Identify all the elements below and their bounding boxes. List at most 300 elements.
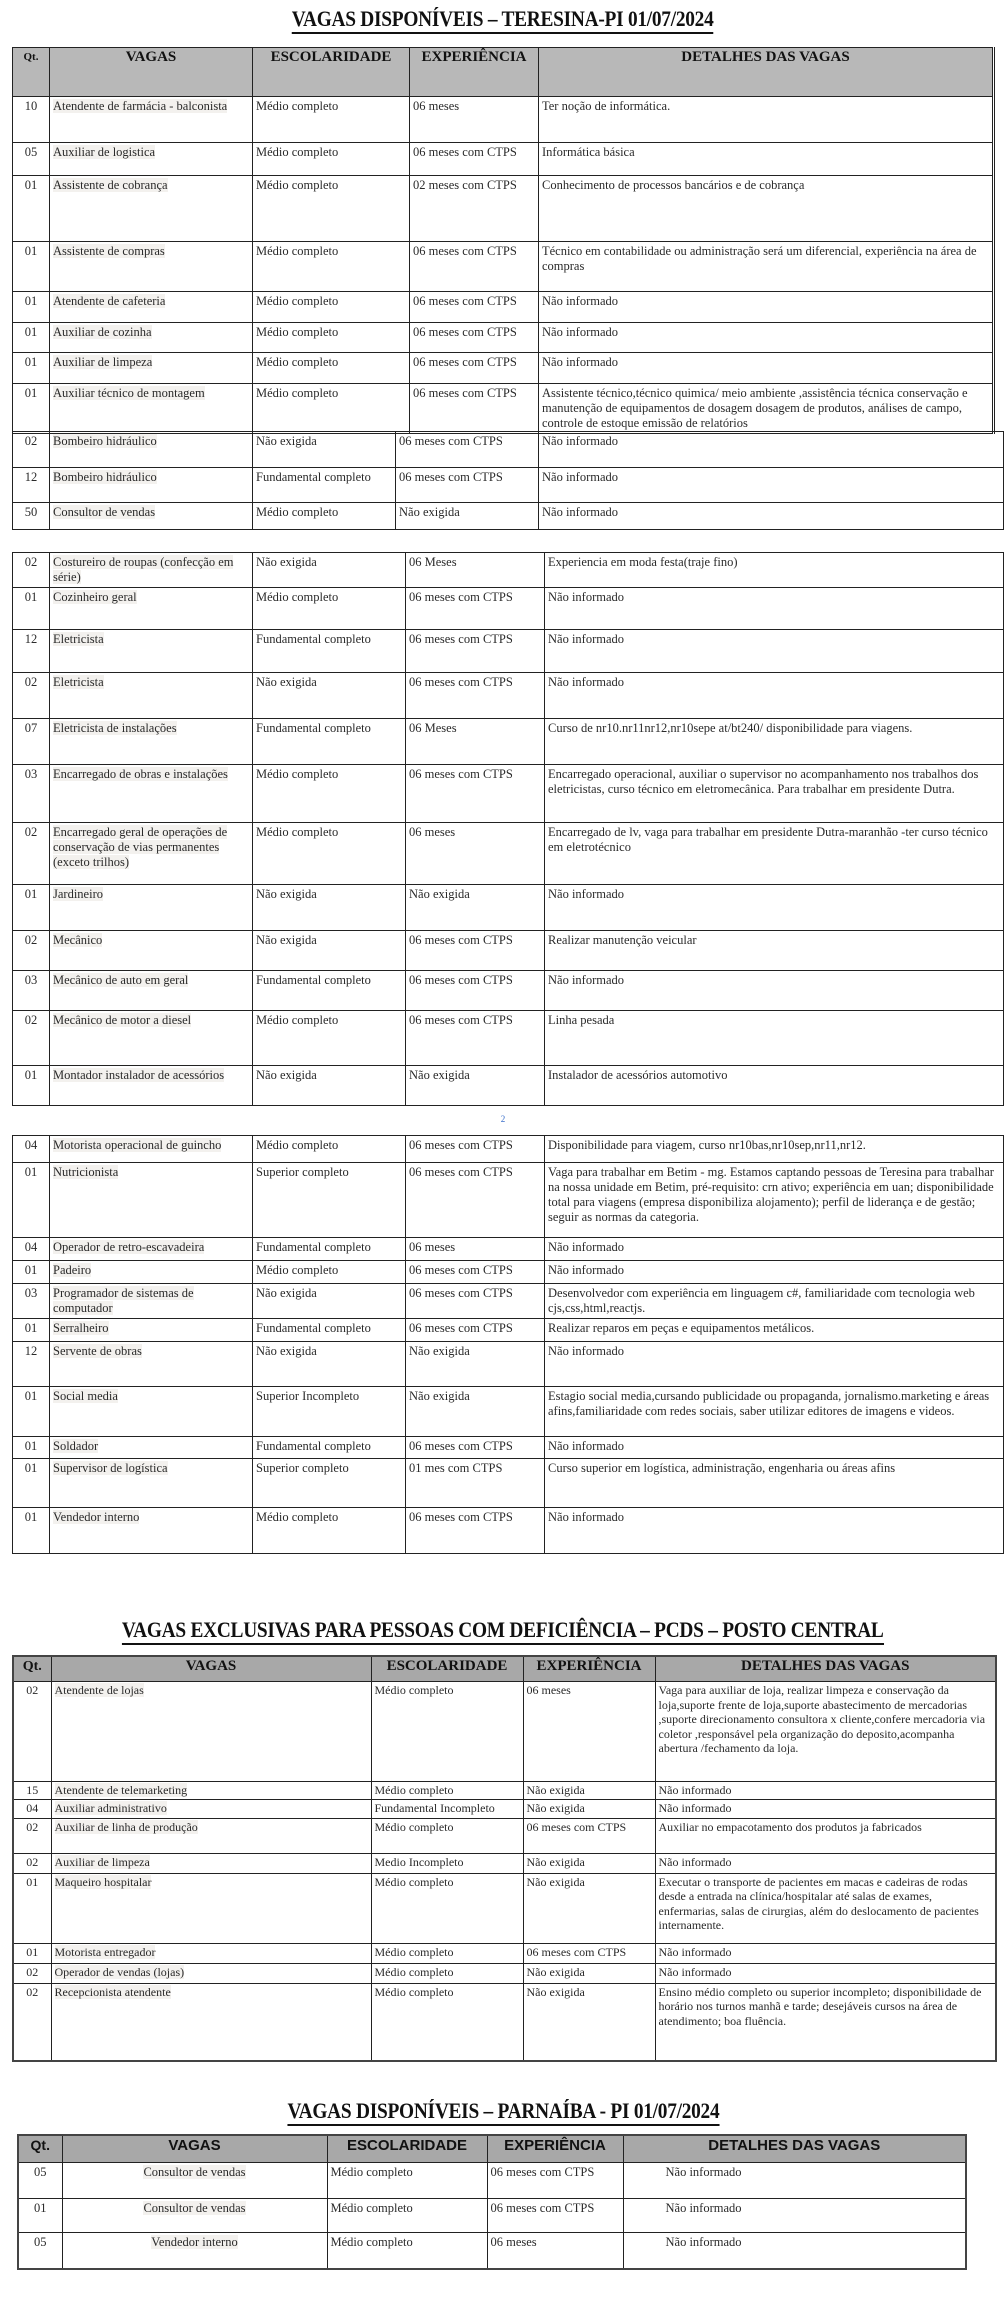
detalhes-cell: Não informado bbox=[539, 432, 1004, 468]
qt-cell: 01 bbox=[13, 1873, 51, 1943]
vaga-cell bbox=[50, 588, 253, 630]
experiencia-cell: 06 meses com CTPS bbox=[396, 432, 539, 468]
qt-cell: 01 bbox=[13, 1508, 50, 1554]
qt-cell: 01 bbox=[13, 292, 50, 323]
vaga-cell bbox=[62, 2199, 327, 2233]
vaga-title: Encarregado de obras e instalações bbox=[53, 767, 228, 781]
experiencia-cell: Não exigida bbox=[406, 1342, 545, 1387]
header-detalhes: DETALHES DAS VAGAS bbox=[623, 2135, 966, 2163]
experiencia-cell: 06 Meses bbox=[406, 719, 545, 765]
detalhes-cell: Não informado bbox=[655, 1853, 996, 1873]
table-row bbox=[13, 931, 1004, 971]
qt-cell: 01 bbox=[13, 384, 50, 434]
table-row bbox=[18, 2233, 966, 2269]
teresina-table-2 bbox=[12, 552, 1004, 1106]
qt-cell: 12 bbox=[13, 1342, 50, 1387]
qt-cell: 05 bbox=[13, 143, 50, 176]
detalhes-cell: Não informado bbox=[539, 323, 994, 353]
table-row bbox=[18, 2163, 966, 2199]
experiencia-cell: 01 mes com CTPS bbox=[406, 1459, 545, 1508]
qt-cell: 03 bbox=[13, 1284, 50, 1319]
vaga-title: Vendedor interno bbox=[151, 2235, 238, 2249]
vaga-title: Atendente de farmácia - balconista bbox=[53, 99, 228, 113]
escolaridade-cell: Fundamental completo bbox=[253, 971, 406, 1011]
page-number: 2 bbox=[500, 1114, 506, 1124]
header-experiencia: EXPERIÊNCIA bbox=[410, 48, 539, 97]
experiencia-cell: Não exigida bbox=[523, 1853, 655, 1873]
header-escolaridade: ESCOLARIDADE bbox=[371, 1656, 523, 1682]
detalhes-cell: Assistente técnico,técnico quimica/ meio ambiente ,assistência técnica conservação e manutenção de equipamentos de dosagem dosagem de produtos, análises de campo, controle de estoque emissão de relatórios bbox=[539, 384, 994, 434]
vaga-cell bbox=[50, 971, 253, 1011]
detalhes-cell: Técnico em contabilidade ou administração será um diferencial, experiência na área de compras bbox=[539, 242, 994, 292]
detalhes-cell: Vaga para trabalhar em Betim - mg. Estamos captando pessoas de Teresina para trabalhar na nossa unidade em Betim, pré-requisito: crn ativo; experiência em uan; disponibilidade total para viagens (empresa disponibiliza alojamento); perfil de liderança e de gestão; seguir as normas da categoria. bbox=[545, 1163, 1004, 1238]
table-row bbox=[13, 1508, 1004, 1554]
experiencia-cell: 06 meses com CTPS bbox=[406, 1437, 545, 1459]
escolaridade-cell: Não exigida bbox=[253, 673, 406, 719]
table-row bbox=[13, 1818, 996, 1853]
vaga-cell bbox=[50, 1011, 253, 1066]
vaga-cell bbox=[50, 1459, 253, 1508]
vaga-title: Atendente de lojas bbox=[54, 1683, 144, 1697]
detalhes-cell: Ensino médio completo ou superior incompleto; disponibilidade de horário nos turnos manhã e tarde; desejáveis cursos na área de atendimento; boa fluência. bbox=[655, 1983, 996, 2061]
header-qt: Qt. bbox=[13, 1656, 51, 1682]
table-row bbox=[18, 2199, 966, 2233]
table-row bbox=[13, 971, 1004, 1011]
qt-cell: 03 bbox=[13, 765, 50, 823]
escolaridade-cell: Superior completo bbox=[253, 1163, 406, 1238]
vaga-cell bbox=[62, 2233, 327, 2269]
table-row bbox=[13, 242, 994, 292]
vaga-title: Recepcionista atendente bbox=[54, 1984, 171, 1999]
header-experiencia: EXPERIÊNCIA bbox=[523, 1656, 655, 1682]
vaga-cell bbox=[50, 1284, 253, 1319]
detalhes-cell: Encarregado de lv, vaga para trabalhar em presidente Dutra-maranhão -ter curso técnico em eletrotécnico bbox=[545, 823, 1004, 885]
qt-cell: 03 bbox=[13, 971, 50, 1011]
qt-cell: 02 bbox=[13, 1853, 51, 1873]
detalhes-cell: Não informado bbox=[539, 468, 1004, 503]
experiencia-cell: 06 meses com CTPS bbox=[396, 468, 539, 503]
qt-cell: 02 bbox=[13, 553, 50, 588]
experiencia-cell: 06 meses com CTPS bbox=[406, 1261, 545, 1284]
experiencia-cell: 06 meses com CTPS bbox=[406, 588, 545, 630]
vaga-title: Mecânico de auto em geral bbox=[53, 973, 189, 987]
vaga-title: Servente de obras bbox=[53, 1344, 142, 1358]
escolaridade-cell: Fundamental completo bbox=[253, 468, 396, 503]
vaga-title: Auxiliar administrativo bbox=[54, 1800, 167, 1815]
table-row bbox=[13, 353, 994, 384]
experiencia-cell: Não exigida bbox=[523, 1873, 655, 1943]
vaga-title: Mecânico de motor a diesel bbox=[53, 1013, 192, 1027]
vaga-title: Motorista operacional de guincho bbox=[53, 1138, 222, 1152]
detalhes-cell: Não informado bbox=[623, 2233, 966, 2269]
table-row bbox=[13, 1261, 1004, 1284]
vaga-title: Eletricista de instalações bbox=[53, 721, 177, 735]
qt-cell: 02 bbox=[13, 432, 50, 468]
experiencia-cell: 06 meses com CTPS bbox=[406, 1508, 545, 1554]
table-header-row bbox=[18, 2135, 966, 2163]
experiencia-cell: Não exigida bbox=[523, 1782, 655, 1800]
detalhes-cell: Não informado bbox=[539, 353, 994, 384]
experiencia-cell: 06 meses com CTPS bbox=[406, 1163, 545, 1238]
qt-cell: 02 bbox=[13, 1963, 51, 1983]
vaga-title: Encarregado geral de operações de conservação de vias permanentes (exceto trilhos) bbox=[53, 825, 228, 869]
vaga-title: Auxiliar de limpeza bbox=[53, 355, 153, 369]
vaga-cell bbox=[50, 553, 253, 588]
vaga-cell bbox=[50, 1387, 253, 1437]
vaga-cell bbox=[50, 503, 253, 530]
table-row bbox=[13, 588, 1004, 630]
qt-cell: 12 bbox=[13, 468, 50, 503]
qt-cell: 07 bbox=[13, 719, 50, 765]
experiencia-cell: 06 meses com CTPS bbox=[406, 971, 545, 1011]
qt-cell: 01 bbox=[13, 176, 50, 242]
header-qt: Qt. bbox=[18, 2135, 62, 2163]
table-row bbox=[13, 1437, 1004, 1459]
escolaridade-cell: Não exigida bbox=[253, 885, 406, 931]
table-row bbox=[13, 1387, 1004, 1437]
vaga-cell bbox=[51, 1943, 371, 1963]
vaga-cell bbox=[50, 1437, 253, 1459]
vaga-title: Auxiliar de linha de produção bbox=[54, 1819, 198, 1834]
escolaridade-cell: Médio completo bbox=[253, 1261, 406, 1284]
qt-cell: 01 bbox=[18, 2199, 62, 2233]
table-header-row bbox=[13, 1656, 996, 1682]
experiencia-cell: 06 meses com CTPS bbox=[406, 765, 545, 823]
pcd-table bbox=[12, 1655, 997, 2062]
vaga-title: Auxiliar técnico de montagem bbox=[53, 386, 205, 400]
table-row bbox=[13, 1342, 1004, 1387]
vaga-title: Montador instalador de acessórios bbox=[53, 1068, 225, 1082]
detalhes-cell: Não informado bbox=[655, 1943, 996, 1963]
vaga-cell bbox=[50, 885, 253, 931]
experiencia-cell: 06 meses com CTPS bbox=[410, 353, 539, 384]
vaga-title: Padeiro bbox=[53, 1263, 92, 1277]
detalhes-cell: Realizar manutenção veicular bbox=[545, 931, 1004, 971]
qt-cell: 05 bbox=[18, 2163, 62, 2199]
header-vagas: VAGAS bbox=[62, 2135, 327, 2163]
vaga-title: Programador de sistemas de computador bbox=[53, 1286, 194, 1315]
table-row bbox=[13, 143, 994, 176]
vaga-cell bbox=[51, 1782, 371, 1800]
vaga-cell bbox=[50, 1319, 253, 1342]
table-row bbox=[13, 1066, 1004, 1106]
detalhes-cell: Auxiliar no empacotamento dos produtos ja fabricados bbox=[655, 1818, 996, 1853]
table-row bbox=[13, 823, 1004, 885]
vaga-cell bbox=[50, 143, 253, 176]
vaga-title: Vendedor interno bbox=[53, 1510, 140, 1524]
qt-cell: 01 bbox=[13, 1437, 50, 1459]
vaga-cell bbox=[50, 176, 253, 242]
qt-cell: 50 bbox=[13, 503, 50, 530]
table-row bbox=[13, 97, 994, 143]
table-row bbox=[13, 1873, 996, 1943]
vaga-cell bbox=[50, 323, 253, 353]
experiencia-cell: 06 Meses bbox=[406, 553, 545, 588]
header-experiencia: EXPERIÊNCIA bbox=[487, 2135, 623, 2163]
vaga-title: Costureiro de roupas (confecção em série) bbox=[53, 555, 234, 584]
vaga-title: Supervisor de logística bbox=[53, 1461, 168, 1475]
qt-cell: 04 bbox=[13, 1136, 50, 1163]
experiencia-cell: 06 meses bbox=[406, 1238, 545, 1261]
table-row bbox=[13, 1853, 996, 1873]
experiencia-cell: 06 meses com CTPS bbox=[487, 2163, 623, 2199]
escolaridade-cell: Médio completo bbox=[371, 1682, 523, 1782]
qt-cell: 01 bbox=[13, 1163, 50, 1238]
qt-cell: 05 bbox=[18, 2233, 62, 2269]
experiencia-cell: 06 meses com CTPS bbox=[523, 1818, 655, 1853]
qt-cell: 02 bbox=[13, 931, 50, 971]
vaga-cell bbox=[51, 1853, 371, 1873]
vaga-cell bbox=[50, 765, 253, 823]
detalhes-cell: Não informado bbox=[545, 630, 1004, 673]
vaga-cell bbox=[50, 719, 253, 765]
detalhes-cell: Não informado bbox=[545, 971, 1004, 1011]
vaga-cell bbox=[51, 1818, 371, 1853]
table-row bbox=[13, 765, 1004, 823]
qt-cell: 01 bbox=[13, 1319, 50, 1342]
detalhes-cell: Não informado bbox=[623, 2163, 966, 2199]
escolaridade-cell: Superior completo bbox=[253, 1459, 406, 1508]
experiencia-cell: 06 meses bbox=[406, 823, 545, 885]
detalhes-cell: Ter noção de informática. bbox=[539, 97, 994, 143]
escolaridade-cell: Fundamental completo bbox=[253, 719, 406, 765]
detalhes-cell: Não informado bbox=[545, 673, 1004, 719]
table-row bbox=[13, 1983, 996, 2061]
vaga-cell bbox=[50, 823, 253, 885]
escolaridade-cell: Médio completo bbox=[327, 2163, 487, 2199]
escolaridade-cell: Não exigida bbox=[253, 1066, 406, 1106]
vaga-cell bbox=[50, 1136, 253, 1163]
vaga-cell bbox=[50, 1342, 253, 1387]
detalhes-cell: Não informado bbox=[655, 1799, 996, 1818]
experiencia-cell: Não exigida bbox=[406, 1387, 545, 1437]
vaga-cell bbox=[50, 353, 253, 384]
table-row bbox=[13, 553, 1004, 588]
table-header-row bbox=[13, 48, 994, 97]
qt-cell: 10 bbox=[13, 97, 50, 143]
vaga-cell bbox=[50, 97, 253, 143]
table-row bbox=[13, 323, 994, 353]
table-row bbox=[13, 292, 994, 323]
header-qt: Qt. bbox=[13, 48, 50, 97]
table-row bbox=[13, 1782, 996, 1800]
escolaridade-cell: Não exigida bbox=[253, 1284, 406, 1319]
detalhes-cell: Não informado bbox=[655, 1963, 996, 1983]
experiencia-cell: 06 meses com CTPS bbox=[410, 143, 539, 176]
detalhes-cell: Executar o transporte de pacientes em macas e cadeiras de rodas desde a entrada na clínica/hospitalar até salas de exames, enfermarias, salas de cirurgias, além do deslocamento de pacientes internamente. bbox=[655, 1873, 996, 1943]
vaga-title: Operador de retro-escavadeira bbox=[53, 1240, 205, 1254]
qt-cell: 02 bbox=[13, 1011, 50, 1066]
qt-cell: 02 bbox=[13, 1983, 51, 2061]
escolaridade-cell: Médio completo bbox=[371, 1963, 523, 1983]
qt-cell: 01 bbox=[13, 1066, 50, 1106]
escolaridade-cell: Médio completo bbox=[253, 823, 406, 885]
escolaridade-cell: Fundamental completo bbox=[253, 1319, 406, 1342]
detalhes-cell: Estagio social media,cursando publicidade ou propaganda, jornalismo.marketing e áreas afins,familiaridade com redes sociais, saber utilizar editores de imagens e videos. bbox=[545, 1387, 1004, 1437]
detalhes-cell: Curso superior em logística, administração, engenharia ou áreas afins bbox=[545, 1459, 1004, 1508]
escolaridade-cell: Médio completo bbox=[253, 97, 410, 143]
qt-cell: 02 bbox=[13, 1682, 51, 1782]
escolaridade-cell: Não exigida bbox=[253, 553, 406, 588]
detalhes-cell: Disponibilidade para viagem, curso nr10bas,nr10sep,nr11,nr12. bbox=[545, 1136, 1004, 1163]
vaga-cell bbox=[50, 931, 253, 971]
experiencia-cell: 02 meses com CTPS bbox=[410, 176, 539, 242]
experiencia-cell: Não exigida bbox=[523, 1963, 655, 1983]
vaga-cell bbox=[62, 2163, 327, 2199]
qt-cell: 01 bbox=[13, 1261, 50, 1284]
qt-cell: 01 bbox=[13, 242, 50, 292]
detalhes-cell: Não informado bbox=[655, 1782, 996, 1800]
detalhes-cell: Não informado bbox=[545, 1238, 1004, 1261]
qt-cell: 01 bbox=[13, 588, 50, 630]
experiencia-cell: 06 meses bbox=[523, 1682, 655, 1782]
table-row bbox=[13, 503, 1004, 530]
vaga-title: Soldador bbox=[53, 1439, 99, 1453]
table-row bbox=[13, 673, 1004, 719]
vaga-cell bbox=[50, 432, 253, 468]
qt-cell: 01 bbox=[13, 323, 50, 353]
table-row bbox=[13, 1943, 996, 1963]
vaga-title: Consultor de vendas bbox=[143, 2201, 246, 2215]
experiencia-cell: 06 meses com CTPS bbox=[487, 2199, 623, 2233]
pcd-title bbox=[0, 1617, 1006, 1645]
detalhes-cell: Não informado bbox=[539, 292, 994, 323]
experiencia-cell: 06 meses com CTPS bbox=[406, 673, 545, 719]
teresina-table-1-continued bbox=[12, 431, 1004, 530]
vaga-title: Consultor de vendas bbox=[143, 2165, 246, 2179]
vaga-title: Operador de vendas (lojas) bbox=[54, 1964, 185, 1979]
vaga-cell bbox=[50, 242, 253, 292]
experiencia-cell: 06 meses bbox=[487, 2233, 623, 2269]
vaga-title: Nutricionista bbox=[53, 1165, 119, 1179]
escolaridade-cell: Fundamental completo bbox=[253, 1437, 406, 1459]
experiencia-cell: 06 meses com CTPS bbox=[406, 931, 545, 971]
qt-cell: 01 bbox=[13, 1459, 50, 1508]
escolaridade-cell: Médio completo bbox=[371, 1782, 523, 1800]
qt-cell: 12 bbox=[13, 630, 50, 673]
qt-cell: 02 bbox=[13, 673, 50, 719]
detalhes-cell: Não informado bbox=[545, 885, 1004, 931]
escolaridade-cell: Não exigida bbox=[253, 931, 406, 971]
qt-cell: 01 bbox=[13, 885, 50, 931]
experiencia-cell: 06 meses com CTPS bbox=[406, 1319, 545, 1342]
escolaridade-cell: Médio completo bbox=[371, 1983, 523, 2061]
escolaridade-cell: Médio completo bbox=[371, 1943, 523, 1963]
escolaridade-cell: Médio completo bbox=[253, 242, 410, 292]
table-row bbox=[13, 384, 994, 434]
table-row bbox=[13, 1163, 1004, 1238]
escolaridade-cell: Médio completo bbox=[253, 1136, 406, 1163]
vaga-cell bbox=[50, 384, 253, 434]
qt-cell: 02 bbox=[13, 823, 50, 885]
escolaridade-cell: Médio completo bbox=[253, 143, 410, 176]
vaga-title: Assistente de compras bbox=[53, 244, 165, 258]
detalhes-cell: Não informado bbox=[539, 503, 1004, 530]
escolaridade-cell: Médio completo bbox=[371, 1873, 523, 1943]
escolaridade-cell: Médio completo bbox=[253, 503, 396, 530]
experiencia-cell: Não exigida bbox=[523, 1983, 655, 2061]
vaga-title: Consultor de vendas bbox=[53, 505, 156, 519]
table-row bbox=[13, 1459, 1004, 1508]
vaga-title: Social media bbox=[53, 1389, 118, 1403]
escolaridade-cell: Médio completo bbox=[253, 353, 410, 384]
escolaridade-cell: Médio completo bbox=[253, 1508, 406, 1554]
table-row bbox=[13, 1238, 1004, 1261]
vaga-title: Jardineiro bbox=[53, 887, 103, 901]
table-row bbox=[13, 1136, 1004, 1163]
table-row bbox=[13, 176, 994, 242]
vaga-title: Atendente de cafeteria bbox=[53, 294, 166, 308]
detalhes-cell: Não informado bbox=[545, 1261, 1004, 1284]
vaga-cell bbox=[50, 630, 253, 673]
detalhes-cell: Não informado bbox=[545, 588, 1004, 630]
vaga-cell bbox=[50, 1066, 253, 1106]
vaga-cell bbox=[50, 1163, 253, 1238]
vaga-cell bbox=[51, 1873, 371, 1943]
experiencia-cell: 06 meses com CTPS bbox=[410, 384, 539, 434]
table-row bbox=[13, 1319, 1004, 1342]
experiencia-cell: Não exigida bbox=[523, 1799, 655, 1818]
teresina-table-3 bbox=[12, 1135, 1004, 1554]
detalhes-cell: Não informado bbox=[545, 1508, 1004, 1554]
escolaridade-cell: Médio completo bbox=[253, 323, 410, 353]
escolaridade-cell: Médio completo bbox=[371, 1818, 523, 1853]
vaga-title: Serralheiro bbox=[53, 1321, 109, 1335]
escolaridade-cell: Não exigida bbox=[253, 1342, 406, 1387]
table-row bbox=[13, 630, 1004, 673]
vaga-title: Bombeiro hidráulico bbox=[53, 434, 157, 448]
qt-cell: 02 bbox=[13, 1818, 51, 1853]
vaga-title: Auxiliar de logistica bbox=[53, 145, 156, 159]
escolaridade-cell: Fundamental completo bbox=[253, 630, 406, 673]
escolaridade-cell: Médio completo bbox=[253, 292, 410, 323]
vaga-cell bbox=[50, 1508, 253, 1554]
table-row bbox=[13, 468, 1004, 503]
detalhes-cell: Informática básica bbox=[539, 143, 994, 176]
teresina-title bbox=[0, 6, 1006, 34]
header-escolaridade: ESCOLARIDADE bbox=[327, 2135, 487, 2163]
detalhes-cell: Linha pesada bbox=[545, 1011, 1004, 1066]
vaga-cell bbox=[51, 1983, 371, 2061]
parnaiba-title bbox=[0, 2098, 1006, 2126]
experiencia-cell: 06 meses bbox=[410, 97, 539, 143]
parnaiba-title-text: VAGAS DISPONÍVEIS – PARNAÍBA - PI 01/07/2024 bbox=[287, 2098, 719, 2126]
vaga-cell bbox=[50, 468, 253, 503]
header-vagas: VAGAS bbox=[51, 1656, 371, 1682]
header-detalhes: DETALHES DAS VAGAS bbox=[539, 48, 994, 97]
detalhes-cell: Não informado bbox=[545, 1437, 1004, 1459]
escolaridade-cell: Médio completo bbox=[327, 2233, 487, 2269]
escolaridade-cell: Não exigida bbox=[253, 432, 396, 468]
qt-cell: 01 bbox=[13, 1943, 51, 1963]
pcd-title-text: VAGAS EXCLUSIVAS PARA PESSOAS COM DEFICIÊNCIA – PCDS – POSTO CENTRAL bbox=[122, 1617, 884, 1645]
table-row bbox=[13, 1963, 996, 1983]
vaga-title: Assistente de cobrança bbox=[53, 178, 168, 192]
escolaridade-cell: Médio completo bbox=[253, 1011, 406, 1066]
experiencia-cell: Não exigida bbox=[406, 885, 545, 931]
header-escolaridade: ESCOLARIDADE bbox=[253, 48, 410, 97]
vaga-cell bbox=[51, 1963, 371, 1983]
table-row bbox=[13, 432, 1004, 468]
header-detalhes: DETALHES DAS VAGAS bbox=[655, 1656, 996, 1682]
experiencia-cell: 06 meses com CTPS bbox=[410, 242, 539, 292]
detalhes-cell: Vaga para auxiliar de loja, realizar limpeza e conservação da loja,suporte frente de loja,suporte abastecimento de mercadorias ,suporte direcionamento consultora x cliente,confere mercadoria via coletor ,responsável pela organização do deposito,acompanha abertura /fechamento da loja. bbox=[655, 1682, 996, 1782]
experiencia-cell: 06 meses com CTPS bbox=[406, 630, 545, 673]
vaga-title: Bombeiro hidráulico bbox=[53, 470, 157, 484]
escolaridade-cell: Médio completo bbox=[327, 2199, 487, 2233]
table-row bbox=[13, 1682, 996, 1782]
vaga-title: Motorista entregador bbox=[54, 1944, 156, 1959]
